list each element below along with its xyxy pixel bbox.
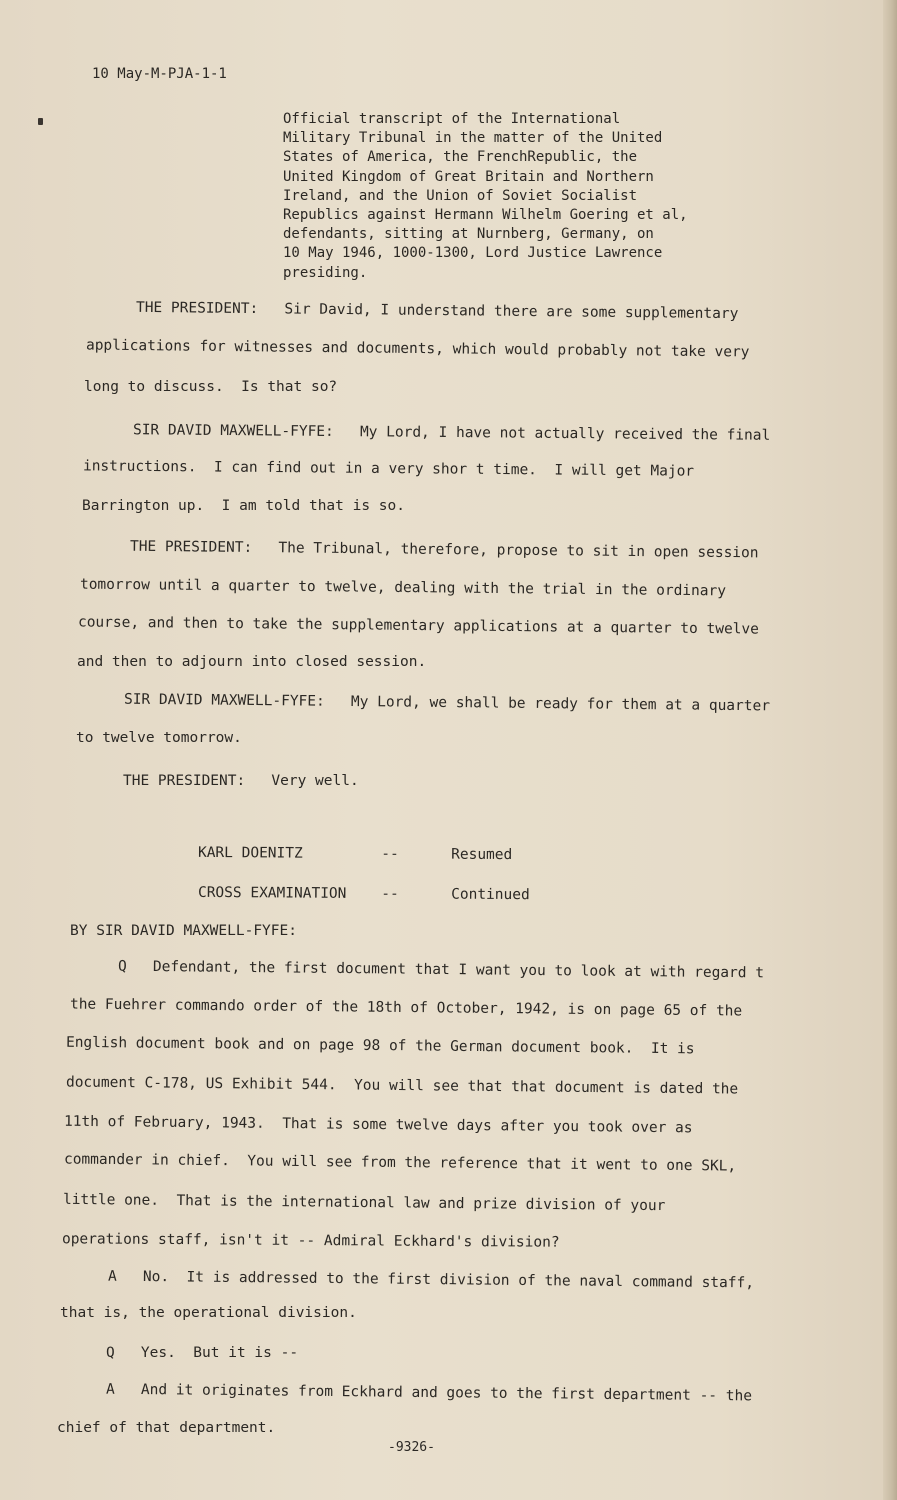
examination-line: CROSS EXAMINATION -- Continued (197, 884, 530, 904)
body-line: little one. That is the international law and prize division of your (62, 1191, 666, 1215)
page-edge-shadow (883, 0, 897, 1500)
body-line: course, and then to take the supplementary applications at a quarter to twelve (77, 614, 759, 638)
body-line: English document book and on page 98 of the German document book. It is (65, 1034, 695, 1058)
header-line: Military Tribunal in the matter of the United (283, 130, 663, 147)
header-line: defendants, sitting at Nurnberg, Germany, on (283, 226, 654, 243)
body-line: THE PRESIDENT: The Tribunal, therefore, propose to sit in open session (129, 538, 759, 562)
header-line: Republics against Hermann Wilhelm Goering et al, (283, 207, 688, 224)
margin-mark-icon (38, 118, 43, 125)
body-line: tomorrow until a quarter to twelve, dealing with the trial in the ordinary (79, 576, 727, 600)
page-number: -9326- (388, 1440, 435, 1455)
transcript-header (283, 110, 753, 283)
body-line: document C-178, US Exhibit 544. You will see that that document is dated the (65, 1074, 739, 1098)
body-line: the Fuehrer commando order of the 18th of October, 1942, is on page 65 of the (69, 996, 743, 1020)
document-reference: 10 May-M-PJA-1-1 (92, 66, 227, 82)
body-line: A No. It is addressed to the first division of the naval command staff, (107, 1268, 755, 1292)
body-line: applications for witnesses and documents, which would probably not take very (85, 337, 750, 361)
header-line: Ireland, and the Union of Soviet Socialist (283, 187, 638, 204)
body-line: to twelve tomorrow. (76, 730, 242, 746)
body-line: that is, the operational division. (60, 1305, 357, 1321)
header-line: 10 May 1946, 1000-1300, Lord Justice Lawrence (283, 245, 663, 262)
examiner-line: BY SIR DAVID MAXWELL-FYFE: (70, 923, 297, 939)
body-line: THE PRESIDENT: Sir David, I understand there are some supplementary (135, 299, 739, 323)
header-line: United Kingdom of Great Britain and Northern (283, 168, 654, 185)
body-line: Q Defendant, the first document that I want you to look at with regard t (117, 958, 765, 982)
body-line: long to discuss. Is that so? (84, 379, 338, 395)
witness-name-line: KARL DOENITZ -- Resumed (197, 844, 513, 864)
body-line: SIR DAVID MAXWELL-FYFE: My Lord, I have not actually received the final (132, 422, 771, 444)
header-line: presiding. (283, 264, 368, 281)
body-line: instructions. I can find out in a very shor t time. I will get Major (82, 458, 695, 480)
body-line: and then to adjourn into closed session. (77, 654, 427, 670)
body-line: THE PRESIDENT: Very well. (123, 773, 359, 789)
body-line: Barrington up. I am told that is so. (82, 498, 406, 514)
body-line: A And it originates from Eckhard and goes to the first department -- the (105, 1381, 753, 1405)
body-line: SIR DAVID MAXWELL-FYFE: My Lord, we shall be ready for them at a quarter (123, 691, 771, 715)
body-line: operations staff, isn't it -- Admiral Eckhard's division? (61, 1231, 560, 1251)
body-line: 11th of February, 1943. That is some twelve days after you took over as (63, 1113, 693, 1137)
header-line: States of America, the FrenchRepublic, the (283, 149, 638, 166)
header-line: Official transcript of the International (283, 111, 621, 127)
body-line: commander in chief. You will see from the reference that it went to one SKL, (63, 1151, 737, 1175)
body-line: Q Yes. But it is -- (106, 1345, 299, 1361)
body-line: chief of that department. (57, 1420, 276, 1436)
